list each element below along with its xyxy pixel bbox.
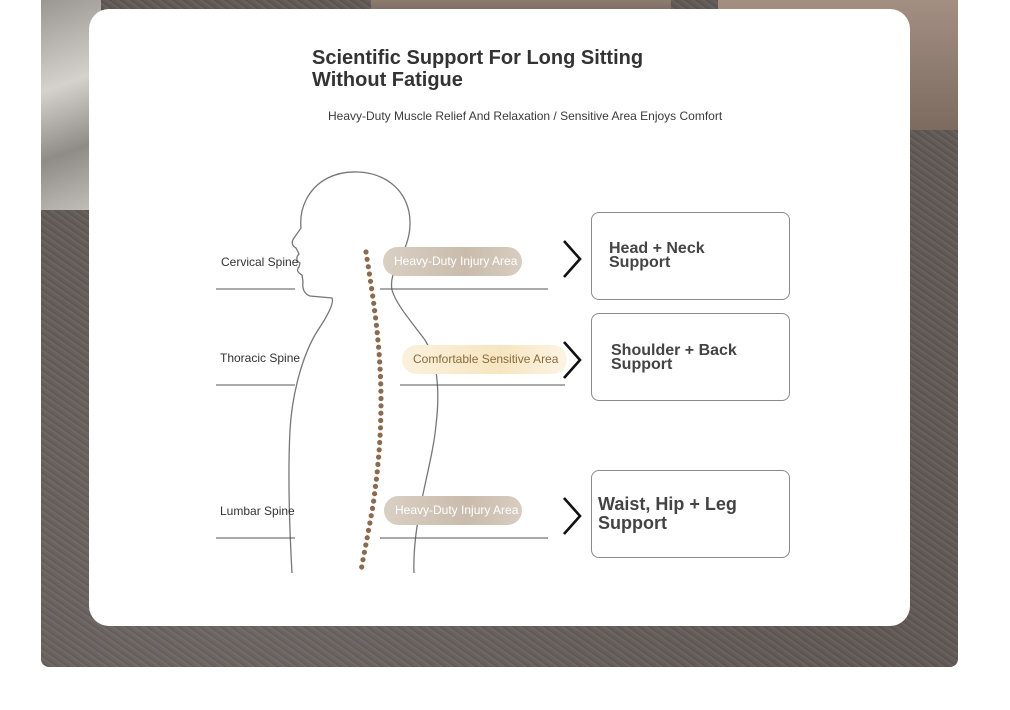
spine-dot bbox=[369, 286, 374, 291]
spine-dot bbox=[375, 330, 380, 335]
spine-dot bbox=[378, 425, 383, 430]
spine-dot bbox=[366, 528, 371, 533]
spine-dot bbox=[365, 535, 370, 540]
title-line-2: Without Fatigue bbox=[312, 69, 463, 91]
support-line-2: Support bbox=[611, 356, 673, 373]
spine-dot bbox=[368, 279, 373, 284]
spine-dot bbox=[370, 293, 375, 298]
spine-dot bbox=[373, 484, 378, 489]
spine-dot bbox=[366, 264, 371, 269]
support-line-1: Head + Neck bbox=[609, 240, 705, 257]
spine-dot bbox=[378, 389, 383, 394]
spine-dot bbox=[378, 367, 383, 372]
chevron-right-icon bbox=[561, 340, 583, 380]
spine-dot bbox=[372, 308, 377, 313]
spine-dot bbox=[376, 455, 381, 460]
thoracic-spine-label: Thoracic Spine bbox=[220, 351, 301, 365]
spine-dot bbox=[377, 352, 382, 357]
cervical-area-badge: Heavy-Duty Injury Area bbox=[383, 247, 522, 276]
spine-dots bbox=[359, 249, 384, 569]
page-subtitle: Heavy-Duty Muscle Relief And Relaxation / Sensitive Area Enjoys Comfort bbox=[328, 109, 723, 123]
support-line-1: Shoulder + Back bbox=[611, 342, 737, 359]
spine-dot bbox=[369, 513, 374, 518]
spine-dot bbox=[378, 396, 383, 401]
cervical-spine-label: Cervical Spine bbox=[221, 255, 299, 269]
head-neck-support-box bbox=[591, 212, 790, 300]
spine-dot bbox=[372, 491, 377, 496]
spine-dot bbox=[363, 542, 368, 547]
spine-dot bbox=[378, 418, 383, 423]
spine-dot bbox=[378, 403, 383, 408]
spine-dot bbox=[367, 520, 372, 525]
support-label bbox=[609, 242, 705, 270]
spine-dot bbox=[362, 550, 367, 555]
lumbar-spine-label: Lumbar Spine bbox=[220, 504, 295, 518]
support-label bbox=[598, 495, 737, 533]
spine-dot bbox=[367, 271, 372, 276]
support-line-2: Support bbox=[598, 513, 667, 533]
spine-dot bbox=[377, 447, 382, 452]
spine-dot bbox=[373, 315, 378, 320]
spine-dot bbox=[365, 257, 370, 262]
spine-dot bbox=[375, 469, 380, 474]
spine-dot bbox=[376, 345, 381, 350]
chevron-right-icon bbox=[561, 239, 583, 279]
spine-dot bbox=[377, 440, 382, 445]
support-label bbox=[611, 344, 737, 372]
spine-dot bbox=[374, 323, 379, 328]
lumbar-area-badge: Heavy-Duty Injury Area bbox=[384, 496, 522, 525]
spine-dot bbox=[370, 506, 375, 511]
spine-dot bbox=[359, 564, 364, 569]
spine-dot bbox=[363, 249, 368, 254]
spine-dot bbox=[374, 477, 379, 482]
spine-dot bbox=[377, 359, 382, 364]
title-line-1: Scientific Support For Long Sitting bbox=[312, 47, 644, 69]
spine-dot bbox=[378, 381, 383, 386]
shoulder-back-support-box bbox=[591, 313, 790, 401]
support-line-1: Waist, Hip + Leg bbox=[598, 494, 737, 514]
spine-dot bbox=[371, 301, 376, 306]
waist-hip-leg-support-box bbox=[591, 470, 790, 558]
spine-dot bbox=[378, 411, 383, 416]
spine-dot bbox=[375, 462, 380, 467]
spine-dot bbox=[360, 557, 365, 562]
chevron-right-icon bbox=[561, 496, 583, 536]
spine-dot bbox=[375, 337, 380, 342]
support-line-2: Support bbox=[609, 254, 671, 271]
thoracic-area-badge: Comfortable Sensitive Area bbox=[402, 345, 567, 374]
spine-dot bbox=[378, 374, 383, 379]
spine-dot bbox=[371, 499, 376, 504]
spine-dot bbox=[378, 433, 383, 438]
